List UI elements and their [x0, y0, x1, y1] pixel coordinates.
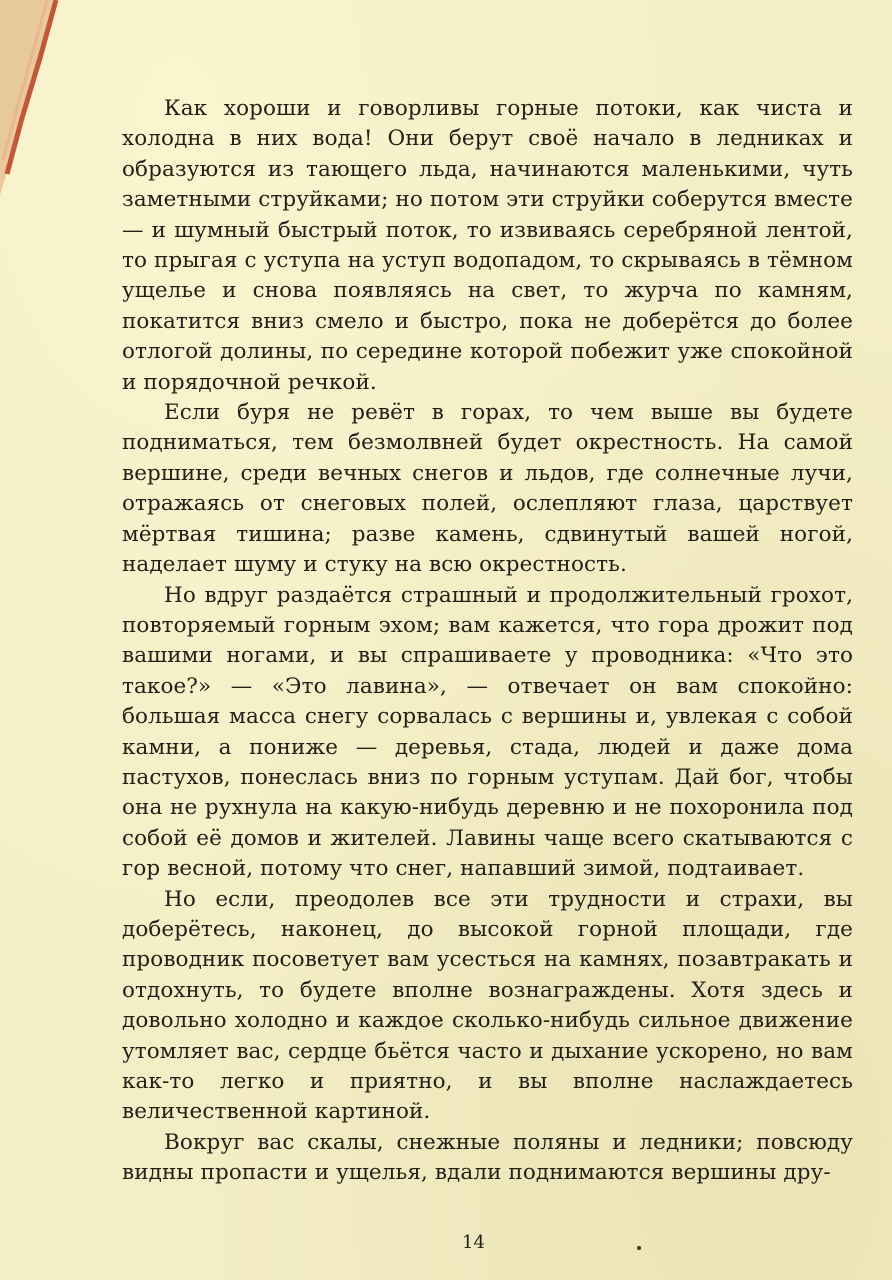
paragraph-4: Но если, преодолев все эти трудности и страхи, вы доберётесь, наконец, до высокой горной площади, где проводник посоветует вам усесться на камнях, позавтракать и отдохнуть, то будете вполне вознаграждены. Хотя здесь и довольно холодно и каждое сколько-нибудь сильное движение утомляет вас, сердце бьётся часто и дыхание ускорено, но вам как-то легко и приятно, и вы вполне наслаждаетесь величественной картиной. — [122, 886, 853, 1125]
paragraph-2: Если буря не ревёт в горах, то чем выше вы будете подниматься, тем безмолвней будет окрестность. На самой вершине, среди вечных снегов и льдов, где солнечные лучи, отражаясь от снеговых полей, ослепляют глаза, царствует мёртвая тишина; разве камень, сдвинутый вашей ногой, наделает шуму и стуку на всю окрестность. — [122, 400, 853, 578]
body-text — [122, 94, 853, 1189]
torn-edge-graphic — [0, 0, 60, 200]
paragraph-1: Как хороши и говорливы горные потоки, как чиста и холодна в них вода! Они берут своё начало в ледниках и образуются из тающего льда, начинаются маленькими, чуть заметными струйками; но потом эти струйки соберутся вместе — и шумный быстрый поток, то извиваясь серебряной лентой, то прыгая с уступа на уступ водопадом, то скрываясь в тёмном ущелье и снова появляясь на свет, то журча по камням, покатится вниз смело и быстро, пока не доберётся до более отлогой долины, по середине которой побежит уже спокойной и порядочной речкой. — [122, 96, 853, 395]
page-edge-decoration — [0, 0, 60, 200]
page-number: 14 — [462, 1232, 485, 1253]
paragraph-5: Вокруг вас скалы, снежные поляны и ледники; повсюду видны пропасти и ущелья, вдали поднимаются вершины дру- — [122, 1129, 853, 1186]
paragraph-3: Но вдруг раздаётся страшный и продолжительный грохот, повторяемый горным эхом; вам кажется, что гора дрожит под вашими ногами, и вы спрашиваете у проводника: «Что это такое?» — «Это лавина», — отвечает он вам спокойно: большая масса снегу сорвалась с вершины и, увлекая с собой камни, а пониже — деревья, стада, людей и даже дома пастухов, понеслась вниз по горным уступам. Дай бог, чтобы она не рухнула на какую-нибудь деревню и не похоронила под собой её домов и жителей. Лавины чаще всего скатываются с гор весной, потому что снег, напавший зимой, подтаивает. — [122, 582, 853, 882]
ink-speck — [637, 1246, 641, 1250]
